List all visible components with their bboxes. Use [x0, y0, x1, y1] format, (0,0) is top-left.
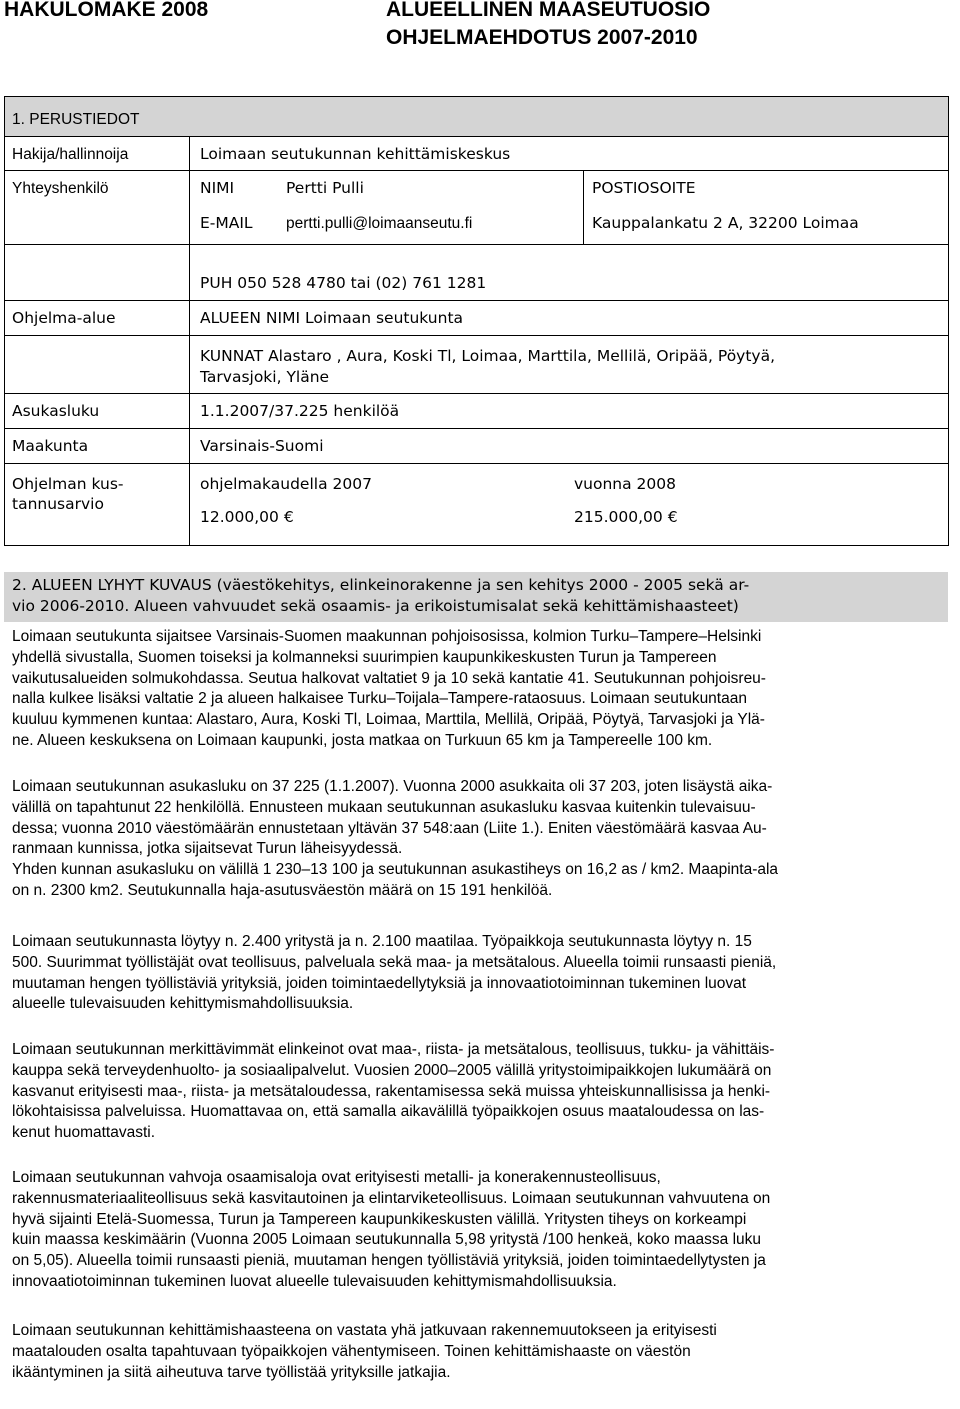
text-line: ikääntyminen ja siitä aiheutuva tarve työllistää yrityksille jatkajia.: [12, 1363, 451, 1381]
section1-title-shade: [4, 96, 948, 136]
text-line: innovaatiotoiminnan tukeminen luovat alueelle tulevaisuuden kehittymismahdollisuuksia.: [12, 1272, 617, 1290]
period-label: ohjelmakaudella 2007: [200, 475, 372, 493]
text-line: Loimaan seutukunnan asukasluku on 37 225 (1.1.2007). Vuonna 2000 asukkaita oli 37 203, joten lisäystä aika-: [12, 778, 773, 795]
text-line: Loimaan seutukunnan kehittämishaasteena on vastata yhä jatkuvaan rakennemuutokseen ja erityisesti: [12, 1322, 717, 1339]
area-name: ALUEEN NIMI Loimaan seutukunta: [200, 309, 464, 327]
contact-label: Yhteyshenkilö: [12, 180, 109, 197]
paragraph-location: [12, 627, 948, 752]
form-title: HAKULOMAKE 2008: [4, 0, 209, 21]
text-line: välillä on tapahtunut 22 henkilöllä. Ennusteen mukaan seutukunnan asukasluku kasvaa kuitenkin tulevaisuu-: [12, 798, 756, 816]
year-label: vuonna 2008: [574, 475, 676, 493]
text-line: kenut huomattavasti.: [12, 1124, 156, 1142]
text-line: on n. 2300 km2. Seutukunnalla haja-asutusväestön määrä on 15 191 henkilöä.: [12, 881, 553, 899]
municipalities-line1: KUNNAT Alastaro , Aura, Koski Tl, Loimaa, Marttila, Mellilä, Oripää, Pöytyä,: [200, 347, 776, 365]
budget-label-line1: Ohjelman kus-: [12, 475, 124, 493]
name-label: NIMI: [200, 179, 235, 197]
euro-symbol: €: [283, 508, 294, 526]
email-label: E-MAIL: [200, 214, 253, 232]
population-label: Asukasluku: [12, 402, 100, 420]
address-label: POSTIOSOITE: [592, 179, 696, 197]
text-line: Loimaan seutukunnan merkittävimmät elinkeinot ovat maa-, riista- ja metsätalous, teollisuus, tukku- ja vähittäis-: [12, 1041, 775, 1058]
paragraph-challenges: [12, 1321, 948, 1383]
applicant-value: Loimaan seutukunnan kehittämiskeskus: [200, 145, 511, 163]
text-line: hyvä sijainti Etelä-Suomessa, Turun ja Tampereen kaupunkikeskusten välillä. Yritysten tiheys on korkeampi: [12, 1210, 747, 1228]
paragraph-businesses: [12, 932, 948, 1015]
section2-heading-line1: 2. ALUEEN LYHYT KUVAUS (väestökehitys, elinkeinorakenne ja sen kehitys 2000 - 2005 sekä ar-: [12, 576, 750, 594]
text-line: kuin maassa keskimäärin (Vuonna 2005 Loimaan seutukunnalla 5,98 yritystä /100 henkeä, koko maassa luku: [12, 1231, 762, 1249]
paragraph-industries: [12, 1040, 948, 1144]
text-line: kuuluu kymmenen kuntaa: Alastaro, Aura, Koski Tl, Loimaa, Marttila, Mellilä, Oripää, Pöytyä, Tarvasjoki ja Ylä-: [12, 711, 765, 729]
region-label: Maakunta: [12, 437, 89, 455]
text-line: nalla kulkee lisäksi valtatie 2 ja alueen halkaisee Turku–Toijala–Tampere-rataosuus. Loimaan seutukuntaan: [12, 690, 747, 708]
text-line: 500. Suurimmat työllistäjät ovat teollisuus, palveluala sekä maa- ja metsätalous. Alueella toimii runsaasti pieniä,: [12, 953, 777, 971]
period-value: 12.000,00: [200, 508, 279, 526]
text-line: ranmaan kunnissa, jotka sijaitsevat Turun läheisyydessä.: [12, 840, 403, 858]
text-line: dessa; vuonna 2010 väestömäärän ennustetaan yltävän 37 548:aan (Liite 1.). Eniten väestömäärä kasvaa Au-: [12, 819, 767, 837]
section2-heading: [12, 575, 948, 616]
text-line: yhdellä sivustalla, Suomen toiseksi ja kolmanneksi suurimpien kaupunkikeskusten Turun ja Tampereen: [12, 648, 717, 666]
paragraph-population: [12, 777, 948, 902]
program-title-line2: OHJELMAEHDOTUS 2007-2010: [386, 26, 698, 49]
name-value: Pertti Pulli: [286, 179, 364, 197]
text-line: Yhden kunnan asukasluku on välillä 1 230–13 100 ja seutukunnan asukastiheys on 16,2 as / km2. Maapinta-ala: [12, 861, 779, 879]
section1-title: 1. PERUSTIEDOT: [12, 111, 140, 128]
municipalities-line2: Tarvasjoki, Yläne: [200, 368, 330, 386]
text-line: ne. Alueen keskuksena on Loimaan kaupunki, josta matkaa on Turkuun 65 km ja Tampereelle 100 km.: [12, 731, 713, 749]
euro-symbol: €: [667, 508, 678, 526]
text-line: Loimaan seutukunnan vahvoja osaamisaloja ovat erityisesti metalli- ja konerakennusteollisuus,: [12, 1169, 661, 1186]
region-value: Varsinais-Suomi: [200, 437, 324, 455]
text-line: maatalouden osalta tapahtuvaan työpaikkojen vähentymiseen. Toinen kehittämishaaste on väestön: [12, 1342, 691, 1360]
text-line: muutaman hengen työllistäviä yrityksiä, joiden toimintaedellytyksiä ja innovaatiotoiminnan tukeminen luovat: [12, 974, 747, 992]
program-title-line1: ALUEELLINEN MAASEUTUOSIO: [386, 0, 711, 21]
period-amount: [200, 507, 294, 527]
text-line: kasvanut erityisesti maa-, riista- ja metsätaloudessa, rakentamisessa sekä muissa yhteiskunnallisissa ja henki-: [12, 1082, 771, 1100]
year-value: 215.000,00: [574, 508, 663, 526]
text-line: alueelle tulevaisuuden kehittymismahdollisuuksia.: [12, 995, 354, 1013]
phone-value: PUH 050 528 4780 tai (02) 761 1281: [200, 274, 487, 292]
text-line: rakennusmateriaaliteollisuus sekä kasvitautoinen ja elintarviketeollisuus. Loimaan seutukunnan vahvuutena on: [12, 1189, 771, 1207]
area-label: Ohjelma-alue: [12, 309, 116, 327]
paragraph-strengths: [12, 1168, 948, 1293]
text-line: lökohtaisissa palveluissa. Huomattavaa on, että samalla aikavälillä työpaikkojen osuus maataloudessa on las-: [12, 1103, 765, 1121]
text-line: on 5,05). Alueella toimii runsaasti pieniä, muutaman hengen työllistäviä yrityksiä, joiden toimintaedellytysten ja: [12, 1252, 766, 1270]
budget-label-line2: tannusarvio: [12, 495, 104, 513]
applicant-label: Hakija/hallinnoija: [12, 146, 129, 163]
text-line: vaikutusalueiden solmukohdassa. Seutua halkovat valtatiet 9 ja 10 sekä kantatie 41. Seutukunnan pohjoisreu-: [12, 669, 766, 687]
year-amount: [574, 507, 678, 527]
address-value: Kauppalankatu 2 A, 32200 Loimaa: [592, 214, 859, 232]
email-value: pertti.pulli@loimaanseutu.fi: [286, 215, 473, 232]
text-line: Loimaan seutukunnasta löytyy n. 2.400 yritystä ja n. 2.100 maatilaa. Työpaikkoja seutukunnasta löytyy n. 15: [12, 933, 752, 950]
population-value: 1.1.2007/37.225 henkilöä: [200, 402, 400, 420]
text-line: Loimaan seutukunta sijaitsee Varsinais-Suomen maakunnan pohjoisosissa, kolmion Turku–Tampere–Helsinki: [12, 628, 762, 645]
section2-heading-line2: vio 2006-2010. Alueen vahvuudet sekä osaamis- ja erikoistumisalat sekä kehittämishaasteet): [12, 596, 739, 615]
text-line: kauppa sekä terveydenhuolto- ja sosiaalipalvelut. Vuosien 2000–2005 välillä yritystoimipaikkojen lukumäärä on: [12, 1061, 772, 1079]
